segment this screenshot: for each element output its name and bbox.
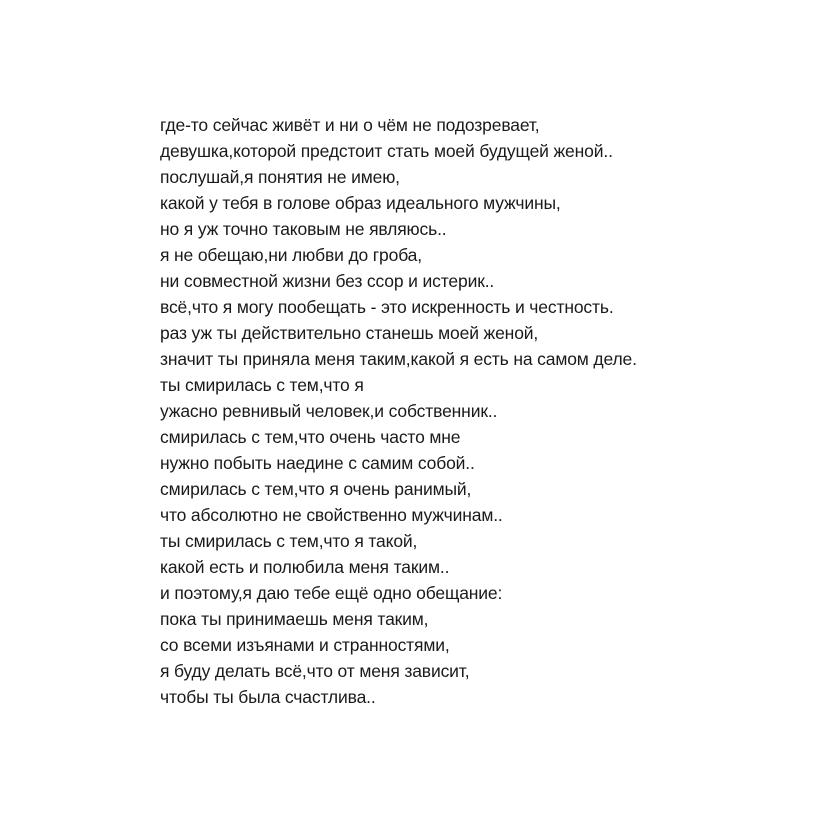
poem-line: ты смирилась с тем,что я такой, bbox=[160, 531, 418, 551]
poem-line: где-то сейчас живёт и ни о чём не подозревает, bbox=[160, 115, 540, 135]
poem-line: что абсолютно не свойственно мужчинам.. bbox=[160, 505, 503, 525]
poem-text bbox=[160, 112, 637, 710]
poem-line: ты смирилась с тем,что я bbox=[160, 375, 364, 395]
poem-line: и поэтому,я даю тебе ещё одно обещание: bbox=[160, 583, 503, 603]
poem-line: какой есть и полюбила меня таким.. bbox=[160, 557, 450, 577]
poem-line: но я уж точно таковым не являюсь.. bbox=[160, 219, 447, 239]
poem-line: я буду делать всё,что от меня зависит, bbox=[160, 661, 470, 681]
poem-line: значит ты приняла меня таким,какой я есть на самом деле. bbox=[160, 349, 637, 369]
poem-line: раз уж ты действительно станешь моей женой, bbox=[160, 323, 539, 343]
poem-line: ужасно ревнивый человек,и собственник.. bbox=[160, 401, 498, 421]
poem-line: смирилась с тем,что я очень ранимый, bbox=[160, 479, 472, 499]
poem-line: девушка,которой предстоит стать моей будущей женой.. bbox=[160, 141, 613, 161]
poem-line: послушай,я понятия не имею, bbox=[160, 167, 400, 187]
poem-line: какой у тебя в голове образ идеального мужчины, bbox=[160, 193, 561, 213]
poem-line: всё,что я могу пообещать - это искренность и честность. bbox=[160, 297, 614, 317]
poem-line: смирилась с тем,что очень часто мне bbox=[160, 427, 461, 447]
poem-line: я не обещаю,ни любви до гроба, bbox=[160, 245, 422, 265]
poem-line: чтобы ты была счастлива.. bbox=[160, 687, 376, 707]
poem-line: нужно побыть наедине с самим собой.. bbox=[160, 453, 475, 473]
poem-line: пока ты принимаешь меня таким, bbox=[160, 609, 429, 629]
poem-line: ни совместной жизни без ссор и истерик.. bbox=[160, 271, 495, 291]
poem-line: со всеми изъянами и странностями, bbox=[160, 635, 450, 655]
